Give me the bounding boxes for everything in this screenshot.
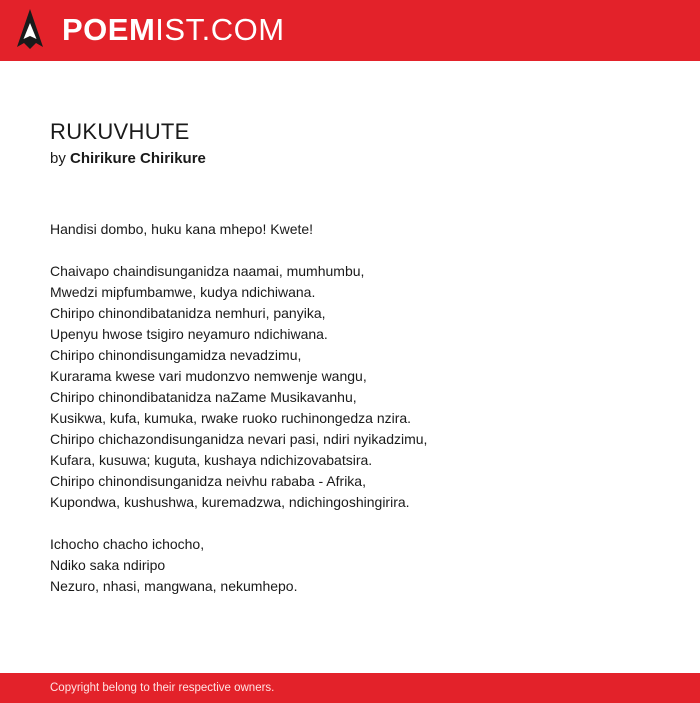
poem-line: Nezuro, nhasi, mangwana, nekumhepo. (50, 578, 298, 594)
poem-line: Kurarama kwese vari mudonzvo nemwenje wangu, (50, 368, 367, 384)
poem-line: Ndiko saka ndiripo (50, 557, 166, 573)
poem-line: Kufara, kusuwa; kuguta, kushaya ndichizovabatsira. (50, 452, 373, 468)
poem-line: Kusikwa, kufa, kumuka, rwake ruoko ruchinongedza nzira. (50, 410, 412, 426)
poem-line: Chiripo chinondisunganidza neivhu rababa - Afrika, (50, 473, 366, 489)
poem-line: Chiripo chichazondisunganidza nevari pasi, ndiri nyikadzimu, (50, 431, 428, 447)
stanza-3 (50, 534, 650, 597)
poem-line: Chaivapo chaindisunganidza naamai, mumhumbu, (50, 263, 365, 279)
poem-line: Upenyu hwose tsigiro neyamuro ndichiwana. (50, 326, 328, 342)
header-bar (0, 0, 700, 61)
copyright-notice: Copyright belong to their respective owners. (50, 682, 275, 694)
poem-line: Ichocho chacho ichocho, (50, 536, 205, 552)
logo-bold-text: POEM (62, 12, 156, 47)
stanza-2 (50, 261, 650, 513)
poem-line: Kupondwa, kushushwa, kuremadzwa, ndichingoshingirira. (50, 494, 410, 510)
by-label: by (50, 150, 66, 167)
poem-line: Chiripo chinondibatanidza naZame Musikavanhu, (50, 389, 357, 405)
stanza-gap (50, 240, 650, 261)
byline (50, 149, 206, 169)
poem-body (50, 219, 650, 597)
poem-line: Handisi dombo, huku kana mhepo! Kwete! (50, 221, 314, 237)
poem-title: RUKUVHUTE (50, 119, 190, 144)
poem-line: Chiripo chinondisungamidza nevadzimu, (50, 347, 302, 363)
author-name: Chirikure Chirikure (70, 150, 206, 167)
footer-bar (0, 673, 700, 703)
stanza-gap (50, 513, 650, 534)
stanza-1 (50, 219, 650, 240)
logo-light-text: IST.COM (155, 12, 285, 47)
pencil-tip-icon (17, 9, 43, 51)
site-logo[interactable] (62, 12, 285, 48)
poem-line: Mwedzi mipfumbamwe, kudya ndichiwana. (50, 284, 316, 300)
poem-line: Chiripo chinondibatanidza nemhuri, panyika, (50, 305, 326, 321)
